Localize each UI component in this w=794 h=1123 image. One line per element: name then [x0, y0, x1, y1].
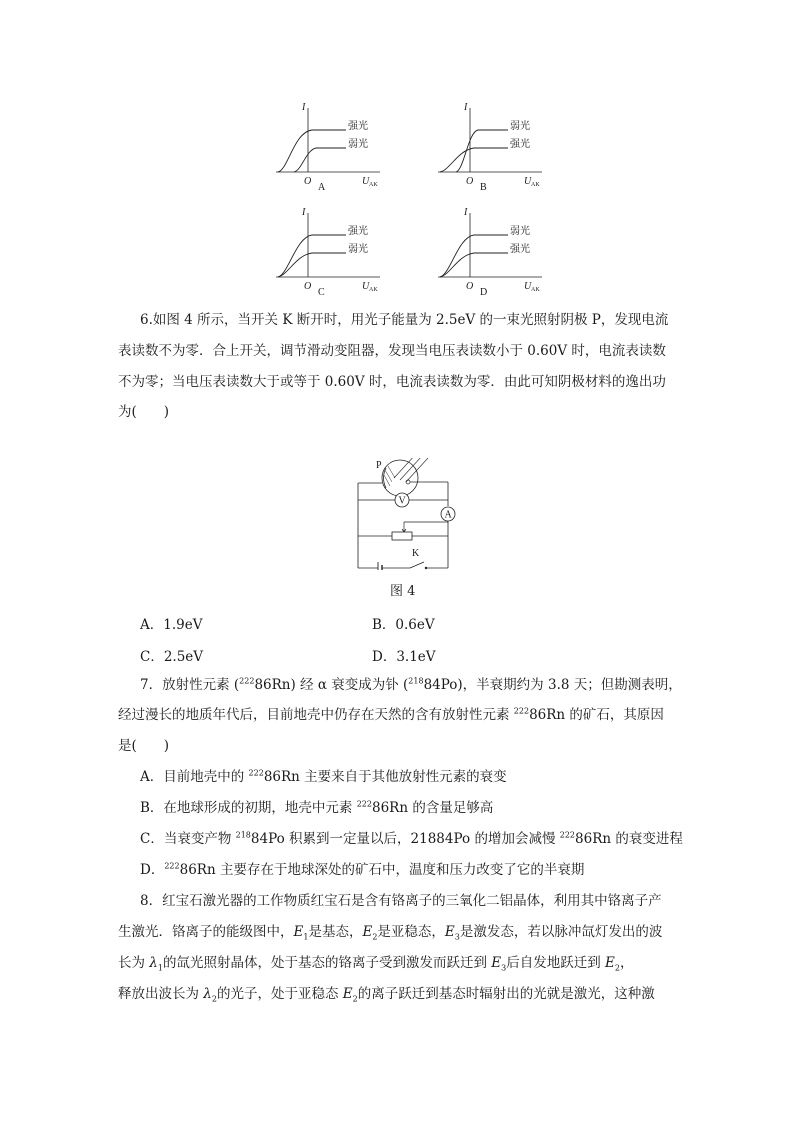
- q6-line-4: 为( ): [118, 404, 170, 420]
- curve-upper: [278, 130, 346, 172]
- q8-line-4: 释放出波长为 $\lambda_2$的光子，处于亚稳态 $E_2$的离子跃迁到基态时辐射出的光就是激光，这种激: [118, 986, 655, 1004]
- graph-d-svg: [430, 205, 550, 298]
- phototube: [382, 460, 418, 496]
- q6-option-c[interactable]: C．2.5eV: [140, 649, 204, 665]
- graph-b-svg: [430, 100, 550, 193]
- x-axis-label: U: [362, 281, 370, 292]
- cathode-label: P: [376, 460, 382, 471]
- graph-b: [430, 100, 550, 193]
- y-axis-label: I: [464, 207, 468, 218]
- lower-curve-label: 弱光: [348, 139, 368, 150]
- graph-a-svg: [268, 100, 388, 193]
- circuit-diagram: [348, 458, 460, 570]
- voltmeter-label: V: [398, 495, 406, 507]
- x-axis-sub: AK: [369, 287, 378, 293]
- q7-line-3: 是( ): [118, 738, 170, 754]
- curve-upper: [278, 235, 346, 277]
- origin-label: O: [304, 176, 312, 187]
- y-axis-label: I: [302, 207, 306, 218]
- q8-line-2: 生激光．铬离子的能级图中，$E_1$是基态，$E_2$是亚稳态，$E_3$是激发态，若以脉冲氙灯发出的波: [118, 924, 663, 942]
- curve-upper: [456, 130, 508, 172]
- lower-curve-label: 弱光: [348, 244, 368, 255]
- graph-letter: D: [480, 287, 488, 298]
- graph-letter: A: [318, 182, 326, 193]
- q6-line-3: 不为零；当电压表读数大于或等于 0.60V 时，电流表读数为零．由此可知阴极材料的逸出功: [118, 374, 666, 390]
- ammeter-label: A: [444, 509, 452, 521]
- y-axis-label: I: [464, 102, 468, 113]
- q8-line-3: 长为 $\lambda_1$的氙光照射晶体，处于基态的铬离子受到激发而跃迁到 $E_3$后自发地跃迁到 $E_2$，: [118, 955, 634, 973]
- switch-label: K: [412, 548, 420, 559]
- curve-upper: [440, 235, 508, 277]
- origin-label: O: [466, 176, 474, 187]
- y-axis-label: I: [302, 102, 306, 113]
- q7-line-2: 经过漫长的地质年代后，目前地壳中仍存在天然的含有放射性元素 $^{222}$86Rn 的矿石，其原因: [118, 706, 664, 723]
- q7-line-1: 7．放射性元素 ($^{222}$86Rn) 经 α 衰变成为钋 ($^{218}$84Po)，半衰期约为 3.8 天；但勘测表明，: [140, 676, 682, 693]
- origin-label: O: [466, 281, 474, 292]
- graph-c-svg: [268, 205, 388, 298]
- rheostat: [392, 532, 412, 540]
- curve-lower: [294, 148, 346, 172]
- x-axis-sub: AK: [369, 182, 378, 188]
- graph-d: [430, 205, 550, 298]
- graph-letter: C: [318, 287, 325, 298]
- q6-option-a[interactable]: A．1.9eV: [140, 617, 203, 633]
- graph-a: [268, 100, 388, 193]
- x-axis-sub: AK: [531, 182, 540, 188]
- x-axis-sub: AK: [531, 287, 540, 293]
- graph-c: [268, 205, 388, 298]
- lower-curve-label: 强光: [510, 139, 530, 150]
- upper-curve-label: 强光: [348, 121, 368, 132]
- figure-caption: 图 4: [390, 584, 416, 599]
- x-axis-label: U: [362, 176, 370, 187]
- x-axis-label: U: [524, 281, 532, 292]
- curve-lower: [440, 148, 508, 172]
- circuit-svg: [348, 458, 460, 570]
- q6-line-2: 表读数不为零．合上开关，调节滑动变阻器，发现当电压表读数小于 0.60V 时，电流表读数: [118, 343, 666, 359]
- q6-option-d[interactable]: D．3.1eV: [372, 649, 436, 665]
- switch: [410, 562, 424, 568]
- anode: [406, 480, 410, 484]
- x-axis-label: U: [524, 176, 532, 187]
- lower-curve-label: 强光: [510, 244, 530, 255]
- upper-curve-label: 强光: [348, 226, 368, 237]
- origin-label: O: [304, 281, 312, 292]
- q8-line-1: 8．红宝石激光器的工作物质红宝石是含有铬离子的三氧化二铝晶体，利用其中铬离子产: [140, 893, 662, 909]
- upper-curve-label: 弱光: [510, 226, 530, 237]
- q7-option-a[interactable]: A．目前地壳中的 $^{222}$86Rn 主要来自于其他放射性元素的衰变: [140, 768, 507, 785]
- graph-letter: B: [480, 182, 487, 193]
- q6-line-1: 6.如图 4 所示，当开关 K 断开时，用光子能量为 2.5eV 的一束光照射阴极 P，发现电流: [140, 312, 669, 328]
- upper-curve-label: 弱光: [510, 121, 530, 132]
- q7-option-d[interactable]: D．$^{222}$86Rn 主要存在于地球深处的矿石中，温度和压力改变了它的半衰期: [140, 861, 585, 878]
- q6-option-b[interactable]: B．0.6eV: [372, 617, 435, 633]
- q7-option-b[interactable]: B．在地球形成的初期，地壳中元素 $^{222}$86Rn 的含量足够高: [140, 799, 494, 816]
- q7-option-c[interactable]: C．当衰变产物 $^{218}$84Po 积累到一定量以后，21884Po 的增加会减慢 $^{222}$86Rn 的衰变进程: [140, 830, 683, 847]
